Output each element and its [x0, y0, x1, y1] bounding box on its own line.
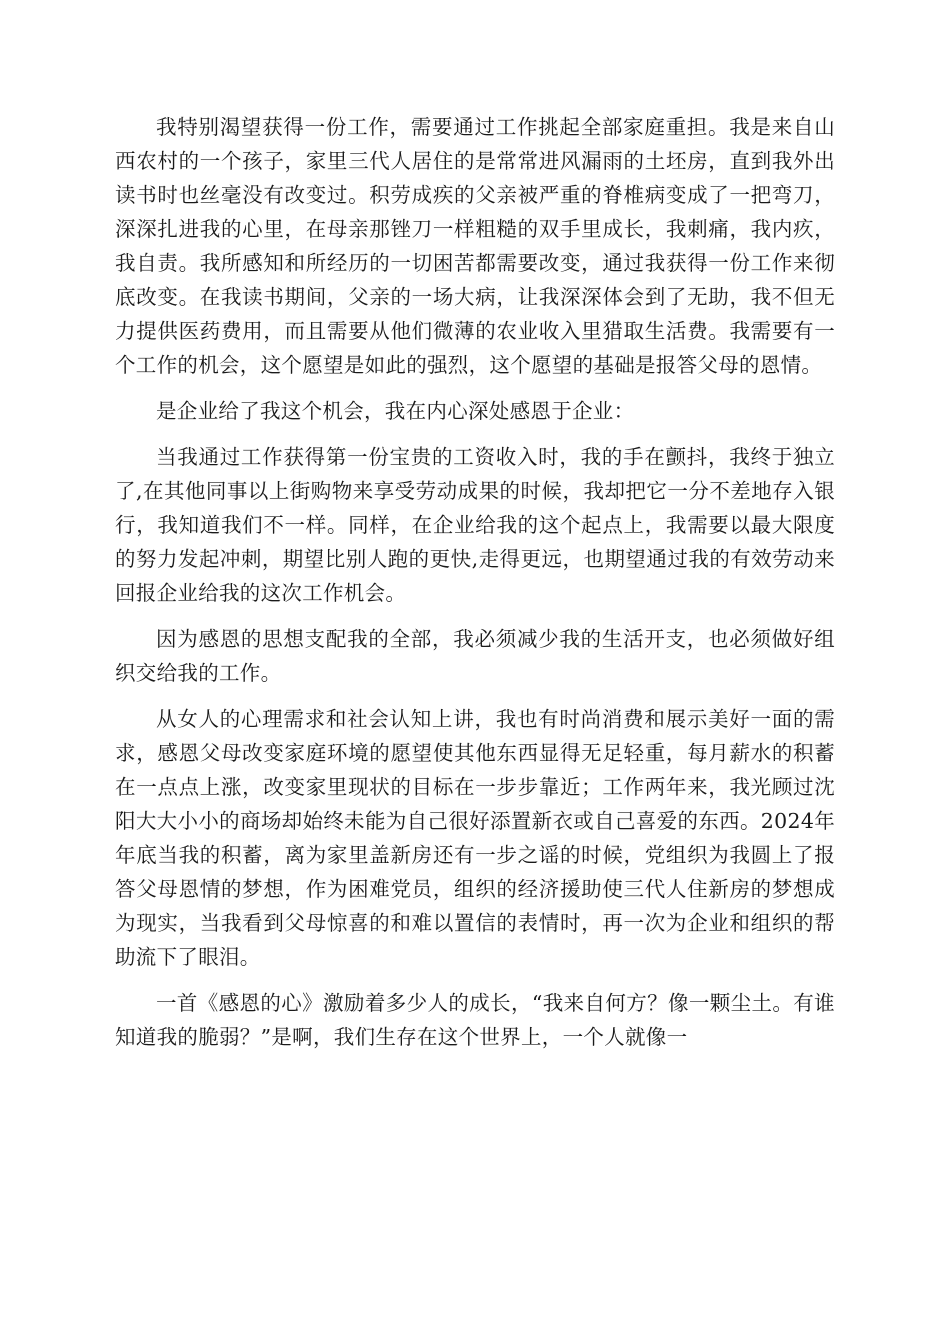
- paragraph-savings-new-house: 从女人的心理需求和社会认知上讲，我也有时尚消费和展示美好一面的需求，感恩父母改变家庭环境的愿望使其他东西显得无足轻重，每月薪水的积蓄在一点点上涨，改变家里现状的目标在一步步靠近；工作两年来，我光顾过沈阳大大小小的商场却始终未能为自己很好添置新衣或自己喜爱的东西。2024年年底当我的积蓄，离为家里盖新房还有一步之谣的时候，党组织为我圆上了报答父母恩情的梦想，作为困难党员，组织的经济援助使三代人住新房的梦想成为现实，当我看到父母惊喜的和难以置信的表情时，再一次为企业和组织的帮助流下了眼泪。: [115, 707, 835, 969]
- paragraph-job-aspiration: 我特别渴望获得一份工作，需要通过工作挑起全部家庭重担。我是来自山西农村的一个孩子，家里三代人居住的是常常进风漏雨的土坯房，直到我外出读书时也丝毫没有改变过。积劳成疾的父亲被严重的脊椎病变成了一把弯刀，深深扎进我的心里，在母亲那锉刀一样粗糙的双手里成长，我刺痛，我内疚，我自责。我所感知和所经历的一切困苦都需要改变，通过我获得一份工作来彻底改变。在我读书期间，父亲的一场大病，让我深深体会到了无助，我不但无力提供医药费用，而且需要从他们微薄的农业收入里猎取生活费。我需要有一个工作的机会，这个愿望是如此的强烈，这个愿望的基础是报答父母的恩情。: [115, 115, 835, 377]
- paragraph-first-salary: 当我通过工作获得第一份宝贵的工资收入时，我的手在颤抖，我终于独立了,在其他同事以上街购物来享受劳动成果的时候，我却把它一分不差地存入银行，我知道我们不一样。同样，在企业给我的这个起点上，我需要以最大限度的努力发起冲刺，期望比别人跑的更快,走得更远，也期望通过我的有效劳动来回报企业给我的这次工作机会。: [115, 445, 835, 605]
- paragraph-enterprise-opportunity: 是企业给了我这个机会，我在内心深处感恩于企业：: [156, 399, 635, 423]
- paragraph-gratitude-spending: 因为感恩的思想支配我的全部，我必须减少我的生活开支，也必须做好组织交给我的工作。: [115, 627, 835, 685]
- paragraph-grateful-heart-song: 一首《感恩的心》激励着多少人的成长，“我来自何方？像一颗尘土。有谁知道我的脆弱？”是啊，我们生存在这个世界上，一个人就像一: [115, 991, 835, 1049]
